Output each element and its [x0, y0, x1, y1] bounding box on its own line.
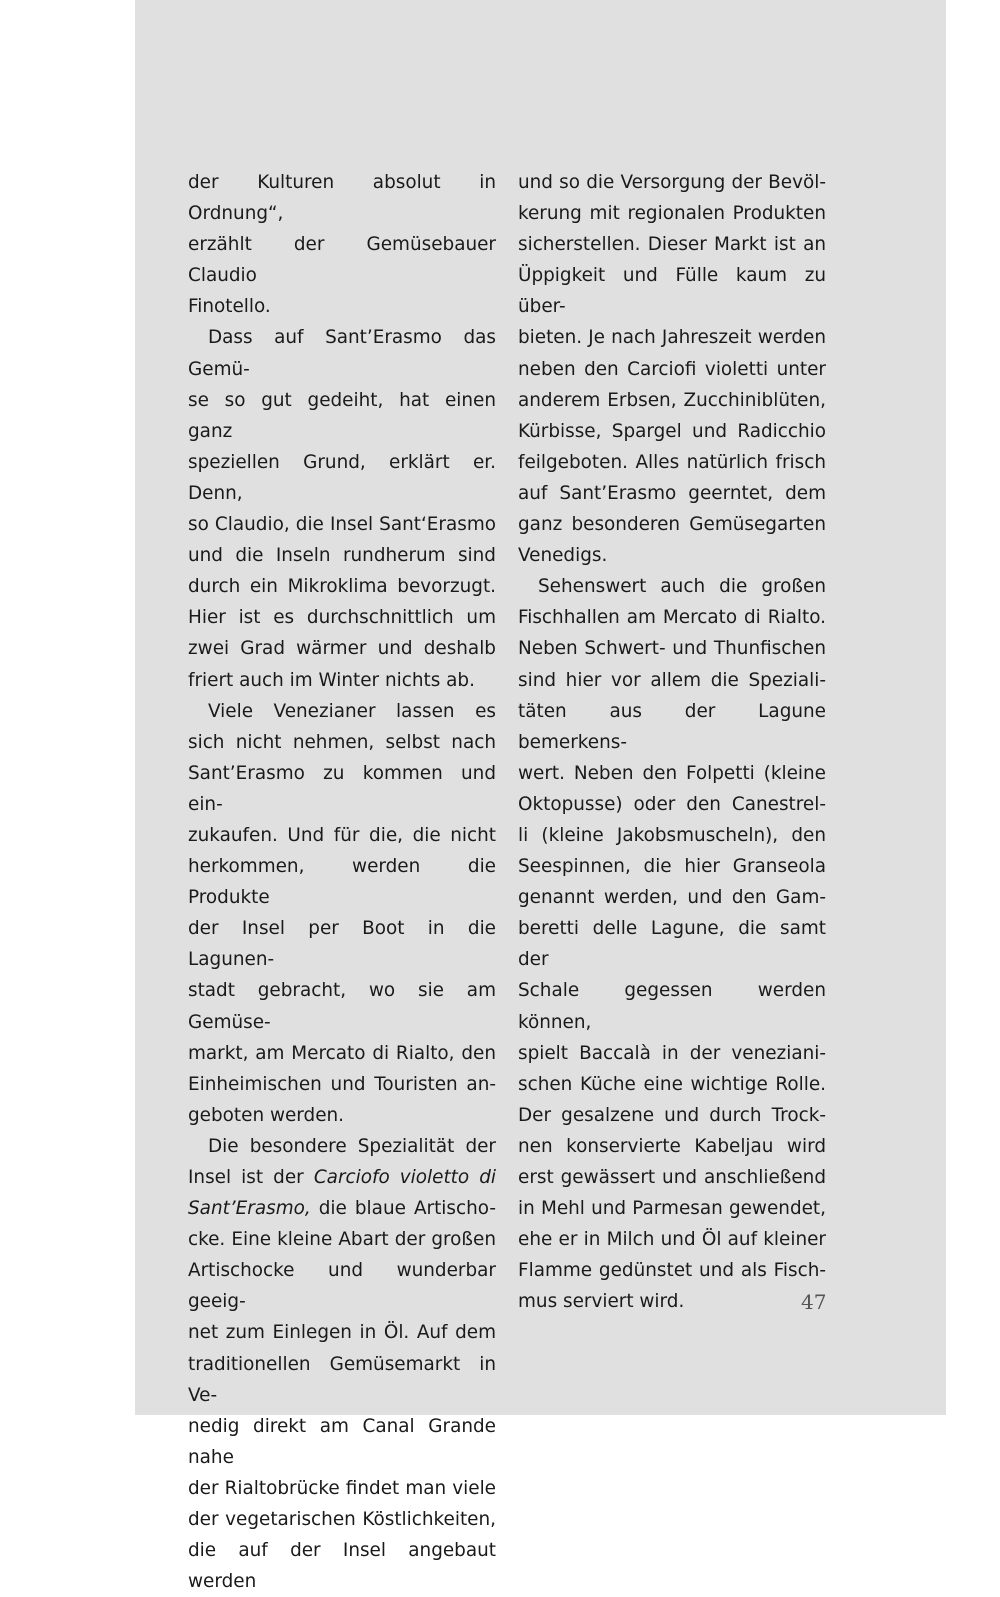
text-line	[518, 975, 826, 1037]
text-line	[518, 354, 826, 385]
line-text: Einheimischen und Touristen an-	[188, 1073, 496, 1095]
text-line	[188, 633, 496, 664]
line-text: nedig direkt am Canal Grande nahe	[188, 1415, 496, 1468]
line-text: sind hier vor allem die Speziali-	[518, 669, 826, 691]
line-text: bieten. Je nach Jahreszeit werden	[518, 327, 826, 349]
text-line	[518, 882, 826, 913]
text-line	[518, 1162, 826, 1193]
text-line	[518, 1255, 826, 1286]
text-line	[188, 385, 496, 447]
text-line	[518, 385, 826, 416]
italic-term: Carciofo violetto di	[313, 1167, 497, 1188]
text-line	[188, 727, 496, 758]
text-line	[518, 789, 826, 820]
line-text: täten aus der Lagune bemerkens-	[518, 700, 826, 753]
text-line	[518, 1100, 826, 1131]
line-text: Flamme gedünstet und als Fisch-	[518, 1260, 826, 1282]
line-text: Schale gegessen werden können,	[518, 980, 826, 1033]
line-text: erzählt der Gemüsebauer Claudio	[188, 234, 496, 287]
line-text: Artischocke und wunderbar geeig-	[188, 1260, 496, 1313]
text-line	[188, 167, 496, 229]
line-text: speziellen Grund, erklärt er. Denn,	[188, 451, 496, 504]
line-text: cke. Eine kleine Abart der großen	[188, 1229, 496, 1251]
line-text: zwei Grad wärmer und deshalb	[188, 638, 496, 660]
text-line	[518, 540, 826, 571]
text-line	[188, 291, 496, 322]
text-line	[518, 913, 826, 975]
line-text: friert auch im Winter nichts ab.	[188, 669, 475, 691]
line-text: Dass auf Sant’Erasmo das Gemü-	[188, 327, 496, 380]
line-text: Die besondere Spezialität der	[208, 1135, 496, 1157]
text-line	[518, 1224, 826, 1255]
text-line	[188, 1193, 496, 1224]
text-line	[518, 416, 826, 447]
text-line	[188, 1473, 496, 1504]
line-text: durch ein Mikroklima bevorzugt.	[188, 576, 496, 598]
text-line	[518, 1193, 826, 1224]
text-line	[518, 665, 826, 696]
text-line	[518, 167, 826, 198]
text-line	[518, 696, 826, 758]
text-line	[518, 1286, 826, 1317]
line-text: so Claudio, die Insel Sant‘Erasmo	[188, 514, 496, 536]
text-line	[188, 696, 496, 727]
line-text: anderem Erbsen, Zucchiniblüten,	[518, 389, 826, 411]
line-text: ganz besonderen Gemüsegarten	[518, 514, 826, 536]
line-text: li (kleine Jakobsmuscheln), den	[518, 824, 826, 846]
text-line	[188, 540, 496, 571]
line-text: stadt gebracht, wo sie am Gemüse-	[188, 980, 496, 1033]
text-line	[518, 1069, 826, 1100]
line-text: erst gewässert und anschließend	[518, 1167, 826, 1188]
line-text: neben den Carciofi violetti unter	[518, 358, 826, 380]
line-text: Insel ist der	[188, 1167, 314, 1188]
text-line	[518, 447, 826, 478]
text-line	[518, 820, 826, 851]
line-text: Üppigkeit und Fülle kaum zu über-	[518, 265, 826, 318]
line-text: Der gesalzene und durch Trock-	[518, 1104, 826, 1126]
line-text: sicherstellen. Dieser Markt ist an	[518, 234, 826, 256]
text-line	[188, 1349, 496, 1411]
line-text: der Insel per Boot in die Lagunen-	[188, 918, 496, 971]
line-text: Hier ist es durchschnittlich um	[188, 607, 496, 629]
text-line	[518, 509, 826, 540]
italic-term: Sant’Erasmo,	[188, 1198, 311, 1220]
text-line	[518, 602, 826, 633]
book-page	[135, 0, 946, 1593]
line-text: der vegetarischen Köstlichkeiten,	[188, 1509, 496, 1531]
line-text: herkommen, werden die Produkte	[188, 856, 496, 909]
line-text: schen Küche eine wichtige Rolle.	[518, 1073, 826, 1095]
text-line	[188, 602, 496, 633]
line-text: nen konservierte Kabeljau wird	[518, 1135, 826, 1157]
left-text-column	[188, 167, 496, 1597]
text-line	[188, 851, 496, 913]
line-text: net zum Einlegen in Öl. Auf dem	[188, 1322, 496, 1344]
line-text: Seespinnen, die hier Granseola	[518, 856, 826, 878]
text-line	[188, 913, 496, 975]
text-line	[518, 229, 826, 260]
line-text: wert. Neben den Folpetti (kleine	[518, 762, 826, 784]
text-line	[518, 260, 826, 322]
line-text: beretti delle Lagune, die samt der	[518, 918, 826, 971]
line-text: Fischhallen am Mercato di Rialto.	[518, 607, 826, 629]
text-line	[188, 665, 496, 696]
line-text: se so gut gedeiht, hat einen ganz	[188, 389, 496, 442]
line-text: die blaue Artischo-	[310, 1198, 496, 1220]
line-text: und die Inseln rundherum sind	[188, 545, 496, 567]
text-line	[188, 322, 496, 384]
text-line	[188, 1504, 496, 1535]
line-text: Venedigs.	[518, 545, 608, 567]
text-line	[188, 1224, 496, 1255]
text-line	[518, 758, 826, 789]
text-line	[188, 758, 496, 820]
line-text: ehe er in Milch und Öl auf kleiner	[518, 1229, 826, 1251]
line-text: kerung mit regionalen Produkten	[518, 203, 826, 225]
line-text: Finotello.	[188, 296, 271, 318]
text-line	[188, 1317, 496, 1348]
line-text: zukaufen. Und für die, die nicht	[188, 824, 496, 846]
line-text: feilgeboten. Alles natürlich frisch	[518, 451, 826, 473]
line-text: Sehenswert auch die großen	[538, 576, 826, 598]
line-text: genannt werden, und den Gam-	[518, 887, 826, 909]
text-line	[188, 447, 496, 509]
text-line	[518, 633, 826, 664]
line-text: geboten werden.	[188, 1104, 345, 1126]
text-line	[188, 509, 496, 540]
line-text: mus serviert wird.	[518, 1291, 685, 1313]
line-text: Sant’Erasmo zu kommen und ein-	[188, 762, 496, 815]
line-text: der Rialtobrücke findet man viele	[188, 1477, 496, 1499]
text-line	[518, 478, 826, 509]
text-line	[518, 1131, 826, 1162]
line-text: sich nicht nehmen, selbst nach	[188, 731, 496, 753]
text-line	[518, 198, 826, 229]
text-line	[188, 229, 496, 291]
text-line	[188, 1100, 496, 1131]
text-line	[518, 851, 826, 882]
line-text: die auf der Insel angebaut werden	[188, 1540, 496, 1593]
text-line	[188, 975, 496, 1037]
text-line	[188, 1411, 496, 1473]
text-line	[188, 1131, 496, 1162]
text-line	[188, 820, 496, 851]
line-text: markt, am Mercato di Rialto, den	[188, 1042, 496, 1064]
line-text: in Mehl und Parmesan gewendet,	[518, 1198, 826, 1220]
line-text: und so die Versorgung der Bevöl-	[518, 172, 826, 193]
text-line	[188, 1162, 496, 1193]
line-text: auf Sant’Erasmo geerntet, dem	[518, 482, 826, 504]
line-text: traditionellen Gemüsemarkt in Ve-	[188, 1353, 496, 1406]
text-line	[188, 571, 496, 602]
line-text: der Kulturen absolut in Ordnung“,	[188, 172, 496, 225]
right-text-column	[518, 167, 826, 1317]
page-number: 47	[801, 1290, 827, 1314]
text-line	[188, 1535, 496, 1597]
text-line	[188, 1069, 496, 1100]
line-text: Neben Schwert- und Thunfischen	[518, 638, 826, 660]
line-text: Viele Venezianer lassen es	[208, 700, 496, 722]
text-line	[518, 322, 826, 353]
text-line	[518, 1038, 826, 1069]
line-text: Oktopusse) oder den Canestrel-	[518, 793, 826, 815]
line-text: spielt Baccalà in der veneziani-	[518, 1042, 826, 1064]
line-text: Kürbisse, Spargel und Radicchio	[518, 420, 826, 442]
text-line	[188, 1038, 496, 1069]
text-line	[518, 571, 826, 602]
text-line	[188, 1255, 496, 1317]
